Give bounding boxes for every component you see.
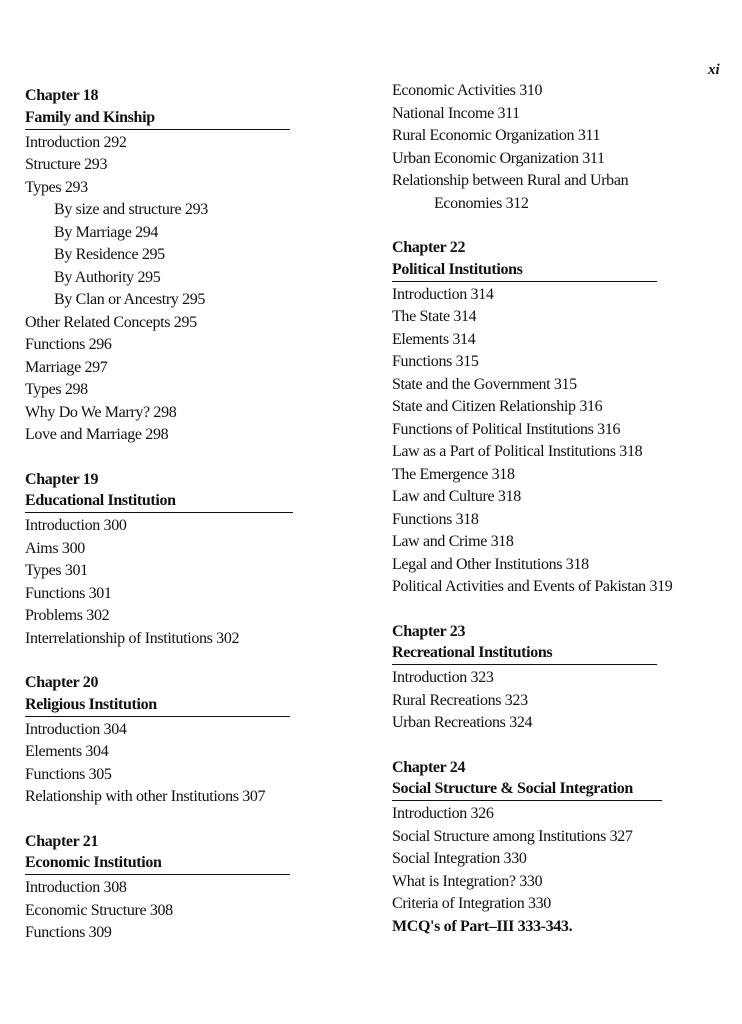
toc-entry: Relationship with other Institutions 307 (25, 788, 266, 805)
toc-entry: Types 293 (25, 178, 88, 196)
chapter-section (25, 831, 345, 945)
toc-entry: Marriage 297 (25, 358, 108, 376)
toc-entry: Types 298 (25, 381, 88, 398)
toc-entry: Law and Crime 318 (392, 533, 514, 550)
toc-entry: Criteria of Integration 330 (392, 895, 551, 912)
toc-entry: Why Do We Marry? 298 (25, 403, 177, 421)
toc-right-column (392, 80, 737, 960)
toc-entry: Problems 302 (25, 607, 110, 624)
chapter-title: Recreational Institutions (392, 643, 657, 665)
chapter-label: Chapter 23 (392, 622, 466, 640)
toc-entry: Aims 300 (25, 539, 85, 557)
toc-entry: The State 314 (392, 308, 477, 325)
chapter-label: Chapter 20 (25, 674, 99, 691)
chapter-section (392, 237, 737, 599)
toc-entry: Types 301 (25, 562, 88, 579)
toc-entry: Introduction 326 (392, 805, 494, 822)
toc-entry: Interrelationship of Institutions 302 (25, 629, 240, 647)
toc-entry: Structure 293 (25, 156, 108, 173)
toc-entry: Urban Economic Organization 311 (392, 149, 605, 167)
chapter-title: Economic Institution (25, 853, 290, 875)
toc-entry: Introduction 323 (392, 669, 494, 686)
toc-entry: Functions 305 (25, 765, 112, 783)
toc-entry: Law as a Part of Political Institutions 318 (392, 443, 643, 460)
chapter-section (25, 672, 345, 809)
toc-entry: State and the Government 315 (392, 375, 577, 393)
chapter-section (25, 469, 345, 651)
toc-entry: Other Related Concepts 295 (25, 313, 197, 331)
chapter-title: Religious Institution (25, 695, 290, 717)
toc-entry: Functions 318 (392, 510, 479, 528)
chapter-label: Chapter 19 (25, 470, 99, 488)
toc-entry: Functions 315 (392, 353, 479, 370)
toc-entry: Introduction 304 (25, 720, 127, 738)
toc-entry: Elements 314 (392, 330, 476, 348)
toc-entry: Introduction 292 (25, 133, 127, 151)
toc-entry: Rural Recreations 323 (392, 691, 528, 709)
toc-entry: Functions 296 (25, 336, 112, 353)
toc-entry: Rural Economic Organization 311 (392, 127, 601, 144)
toc-entry: Relationship between Rural and Urban (392, 172, 629, 189)
toc-entry: Functions 301 (25, 584, 112, 602)
toc-entry: State and Citizen Relationship 316 (392, 398, 603, 415)
toc-entry: Introduction 314 (392, 285, 494, 303)
toc-entry: By size and structure 293 (54, 201, 208, 218)
toc-entry: MCQ's of Part–III 333-343. (392, 917, 573, 935)
chapter-label: Chapter 24 (392, 758, 466, 776)
chapter-section (392, 621, 737, 735)
toc-entry: Social Integration 330 (392, 850, 527, 867)
page-number: xi (708, 62, 720, 78)
toc-entry: By Authority 295 (54, 268, 161, 286)
toc-entry: By Marriage 294 (54, 223, 159, 241)
toc-left-column (25, 85, 345, 967)
chapter-section (392, 80, 737, 215)
toc-entry: Elements 304 (25, 743, 109, 760)
toc-entry: Love and Marriage 298 (25, 426, 169, 443)
toc-entry: National Income 311 (392, 104, 520, 122)
chapter-section (25, 85, 345, 447)
toc-entry: Functions of Political Institutions 316 (392, 420, 621, 438)
toc-entry: By Clan or Ancestry 295 (54, 291, 206, 308)
toc-entry: Functions 309 (25, 924, 112, 941)
toc-entry: By Residence 295 (54, 246, 165, 263)
toc-entry: Economic Structure 308 (25, 901, 173, 919)
chapter-title: Social Structure & Social Integration (392, 779, 662, 801)
chapter-title: Family and Kinship (25, 108, 290, 130)
chapter-section (392, 757, 737, 939)
toc-entry: Economies 312 (434, 194, 529, 212)
chapter-title: Educational Institution (25, 491, 293, 513)
toc-entry: Political Activities and Events of Pakistan 319 (392, 578, 673, 595)
chapter-label: Chapter 18 (25, 87, 99, 104)
toc-entry: Law and Culture 318 (392, 488, 521, 505)
toc-entry: The Emergence 318 (392, 465, 515, 483)
toc-entry: Social Structure among Institutions 327 (392, 827, 633, 845)
chapter-label: Chapter 21 (25, 832, 99, 850)
toc-entry: Legal and Other Institutions 318 (392, 555, 589, 573)
toc-entry: What is Integration? 330 (392, 872, 543, 890)
toc-entry: Introduction 308 (25, 879, 127, 896)
chapter-title: Political Institutions (392, 260, 657, 282)
toc-entry: Introduction 300 (25, 517, 127, 534)
toc-entry: Urban Recreations 324 (392, 714, 533, 731)
chapter-label: Chapter 22 (392, 239, 466, 256)
toc-entry: Economic Activities 310 (392, 82, 543, 99)
